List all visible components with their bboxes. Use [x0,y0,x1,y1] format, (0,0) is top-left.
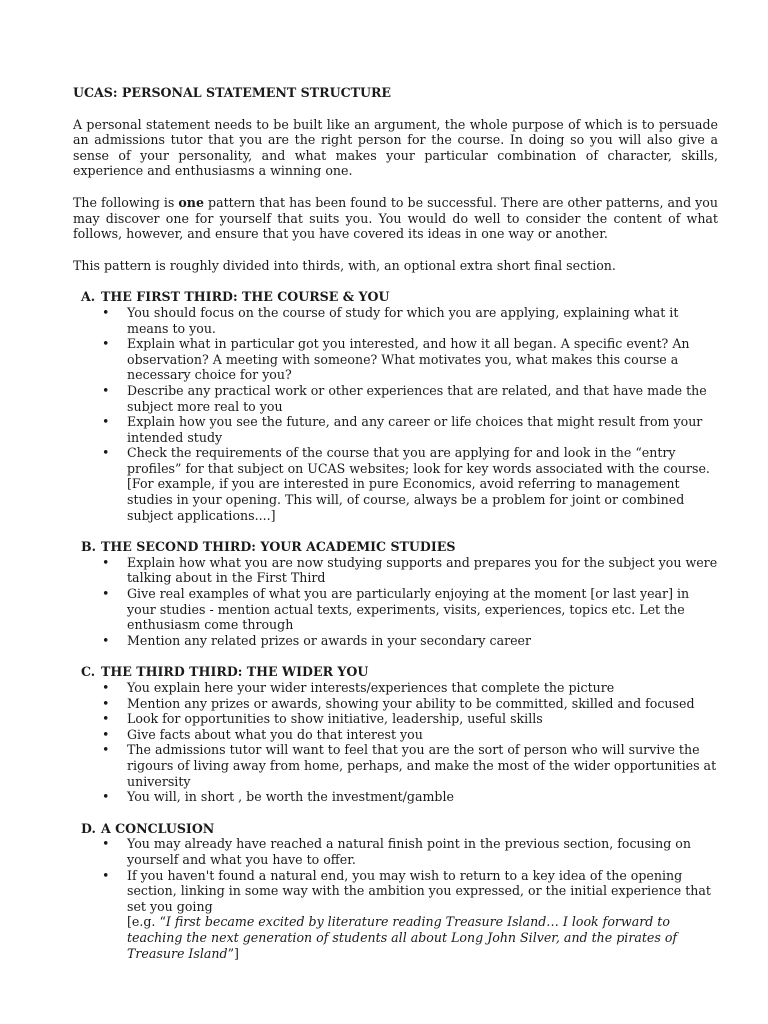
section-list [73,555,718,649]
section-letter: D. [81,820,96,836]
example-quote: [e.g. “I first became excited by literature reading Treasure Island… I look forward to teaching the next generation of students all about Long John Silver, and the pirates of Treasure Island”] [127,914,678,961]
list-item: • Give real examples of what you are particularly enjoying at the moment [or last year] in your studies - mention actual texts, experiments, visits, experiences, topics etc. Let the enthusiasm come through [102,586,690,633]
section-letter: C. [81,664,96,680]
list-item: • Check the requirements of the course that you are applying for and look in the “entry profiles” for that subject on UCAS websites; look for key words associated with the course. [For example, if you are interested in pure Economics, avoid referring to management studies in your opening. This will, of course, always be a problem for joint or combined subject applications....] [102,445,710,523]
list-item: • Mention any prizes or awards, showing your ability to be committed, skilled and focused [102,695,695,711]
section-list [73,305,718,523]
document-page [73,85,718,961]
list-item: • Look for opportunities to show initiative, leadership, useful skills [102,711,543,727]
bullet-icon: • [102,789,110,805]
page-title: UCAS: PERSONAL STATEMENT STRUCTURE [73,85,392,100]
pattern-emphasis: one [178,194,204,210]
bullet-icon: • [102,742,110,758]
list-item: • The admissions tutor will want to feel that you are the sort of person who will survive the rigours of living away from home, perhaps, and make the most of the wider opportunities at university [102,742,717,789]
bullet-icon: • [102,382,110,398]
section-heading-text: THE FIRST THIRD: THE COURSE & YOU [101,289,390,305]
example-note: [For example, if you are interested in pure Economics, avoid referring to management studies in your opening. This will, of course, always be a problem for joint or combined subject applications....] [127,476,685,523]
section-heading-text: A CONCLUSION [101,820,215,836]
list-item: • You explain here your wider interests/experiences that complete the picture [102,680,615,695]
pattern-text-before: The following is [73,194,179,210]
bullet-icon: • [102,680,110,695]
division-paragraph: This pattern is roughly divided into thirds, with, an optional extra short final section. [73,257,616,273]
section-heading [73,821,718,837]
list-item: • Explain how you see the future, and any career or life choices that might result from your intended study [102,414,703,445]
section-a [73,289,718,523]
section-heading [73,539,718,555]
bullet-icon: • [102,632,110,648]
bullet-icon: • [102,836,110,852]
list-item: • If you haven't found a natural end, you may wish to return to a key idea of the opening section, linking in some way with the ambition you expressed, or the initial experience that set you going [e.g. “I first became excited by literature reading Treasure Island… I look forward to teaching the next generation of students all about Long John Silver, and the pirates of Treasure Island”] [102,867,711,961]
section-heading-text: THE THIRD THIRD: THE WIDER YOU [101,664,369,680]
bullet-icon: • [102,695,110,711]
bullet-icon: • [102,867,110,883]
list-item: • Mention any related prizes or awards in your secondary career [102,632,532,648]
list-item: • Explain what in particular got you interested, and how it all began. A specific event? An observation? A meeting with someone? What motivates you, what makes this course a necessary choice for you? [102,336,690,383]
section-c [73,664,718,804]
list-item: • You will, in short , be worth the investment/gamble [102,789,454,805]
list-item: • Describe any practical work or other experiences that are related, and that have made the subject more real to you [102,382,707,414]
section-list [73,680,718,805]
bullet-icon: • [102,414,110,430]
list-item: • You should focus on the course of study for which you are applying, explaining what it means to you. [102,304,679,336]
list-item: • Give facts about what you do that interest you [102,726,423,742]
section-letter: A. [81,289,96,305]
intro-paragraph: A personal statement needs to be built like an argument, the whole purpose of which is to persuade an admissions tutor that you are the right person for the course. In doing so you will also give a sense of your personality, and what makes your particular combination of character, skills, experience and enthusiasms a winning one. [73,116,718,179]
pattern-text-after: pattern that has been found to be successful. There are other patterns, and you may discover one for yourself that suits you. You would do well to consider the content of what follows, however, and ensure that you have covered its ideas in one way or another. [73,194,718,242]
bullet-icon: • [102,726,110,742]
list-item: • You may already have reached a natural finish point in the previous section, focusing on yourself and what you have to offer. [102,836,691,867]
bullet-icon: • [102,586,110,602]
section-b [73,539,718,648]
section-letter: B. [81,539,97,555]
bullet-icon: • [102,304,110,320]
bullet-icon: • [102,711,110,727]
bullet-icon: • [102,445,110,461]
section-heading [73,664,718,680]
section-list [73,836,718,961]
section-heading [73,289,718,305]
bullet-icon: • [102,554,110,570]
bullet-icon: • [102,336,110,352]
pattern-paragraph [73,195,718,242]
section-d [73,821,718,961]
section-heading-text: THE SECOND THIRD: YOUR ACADEMIC STUDIES [101,539,456,555]
list-item: • Explain how what you are now studying supports and prepares you for the subject you were talking about in the First Third [102,554,718,586]
